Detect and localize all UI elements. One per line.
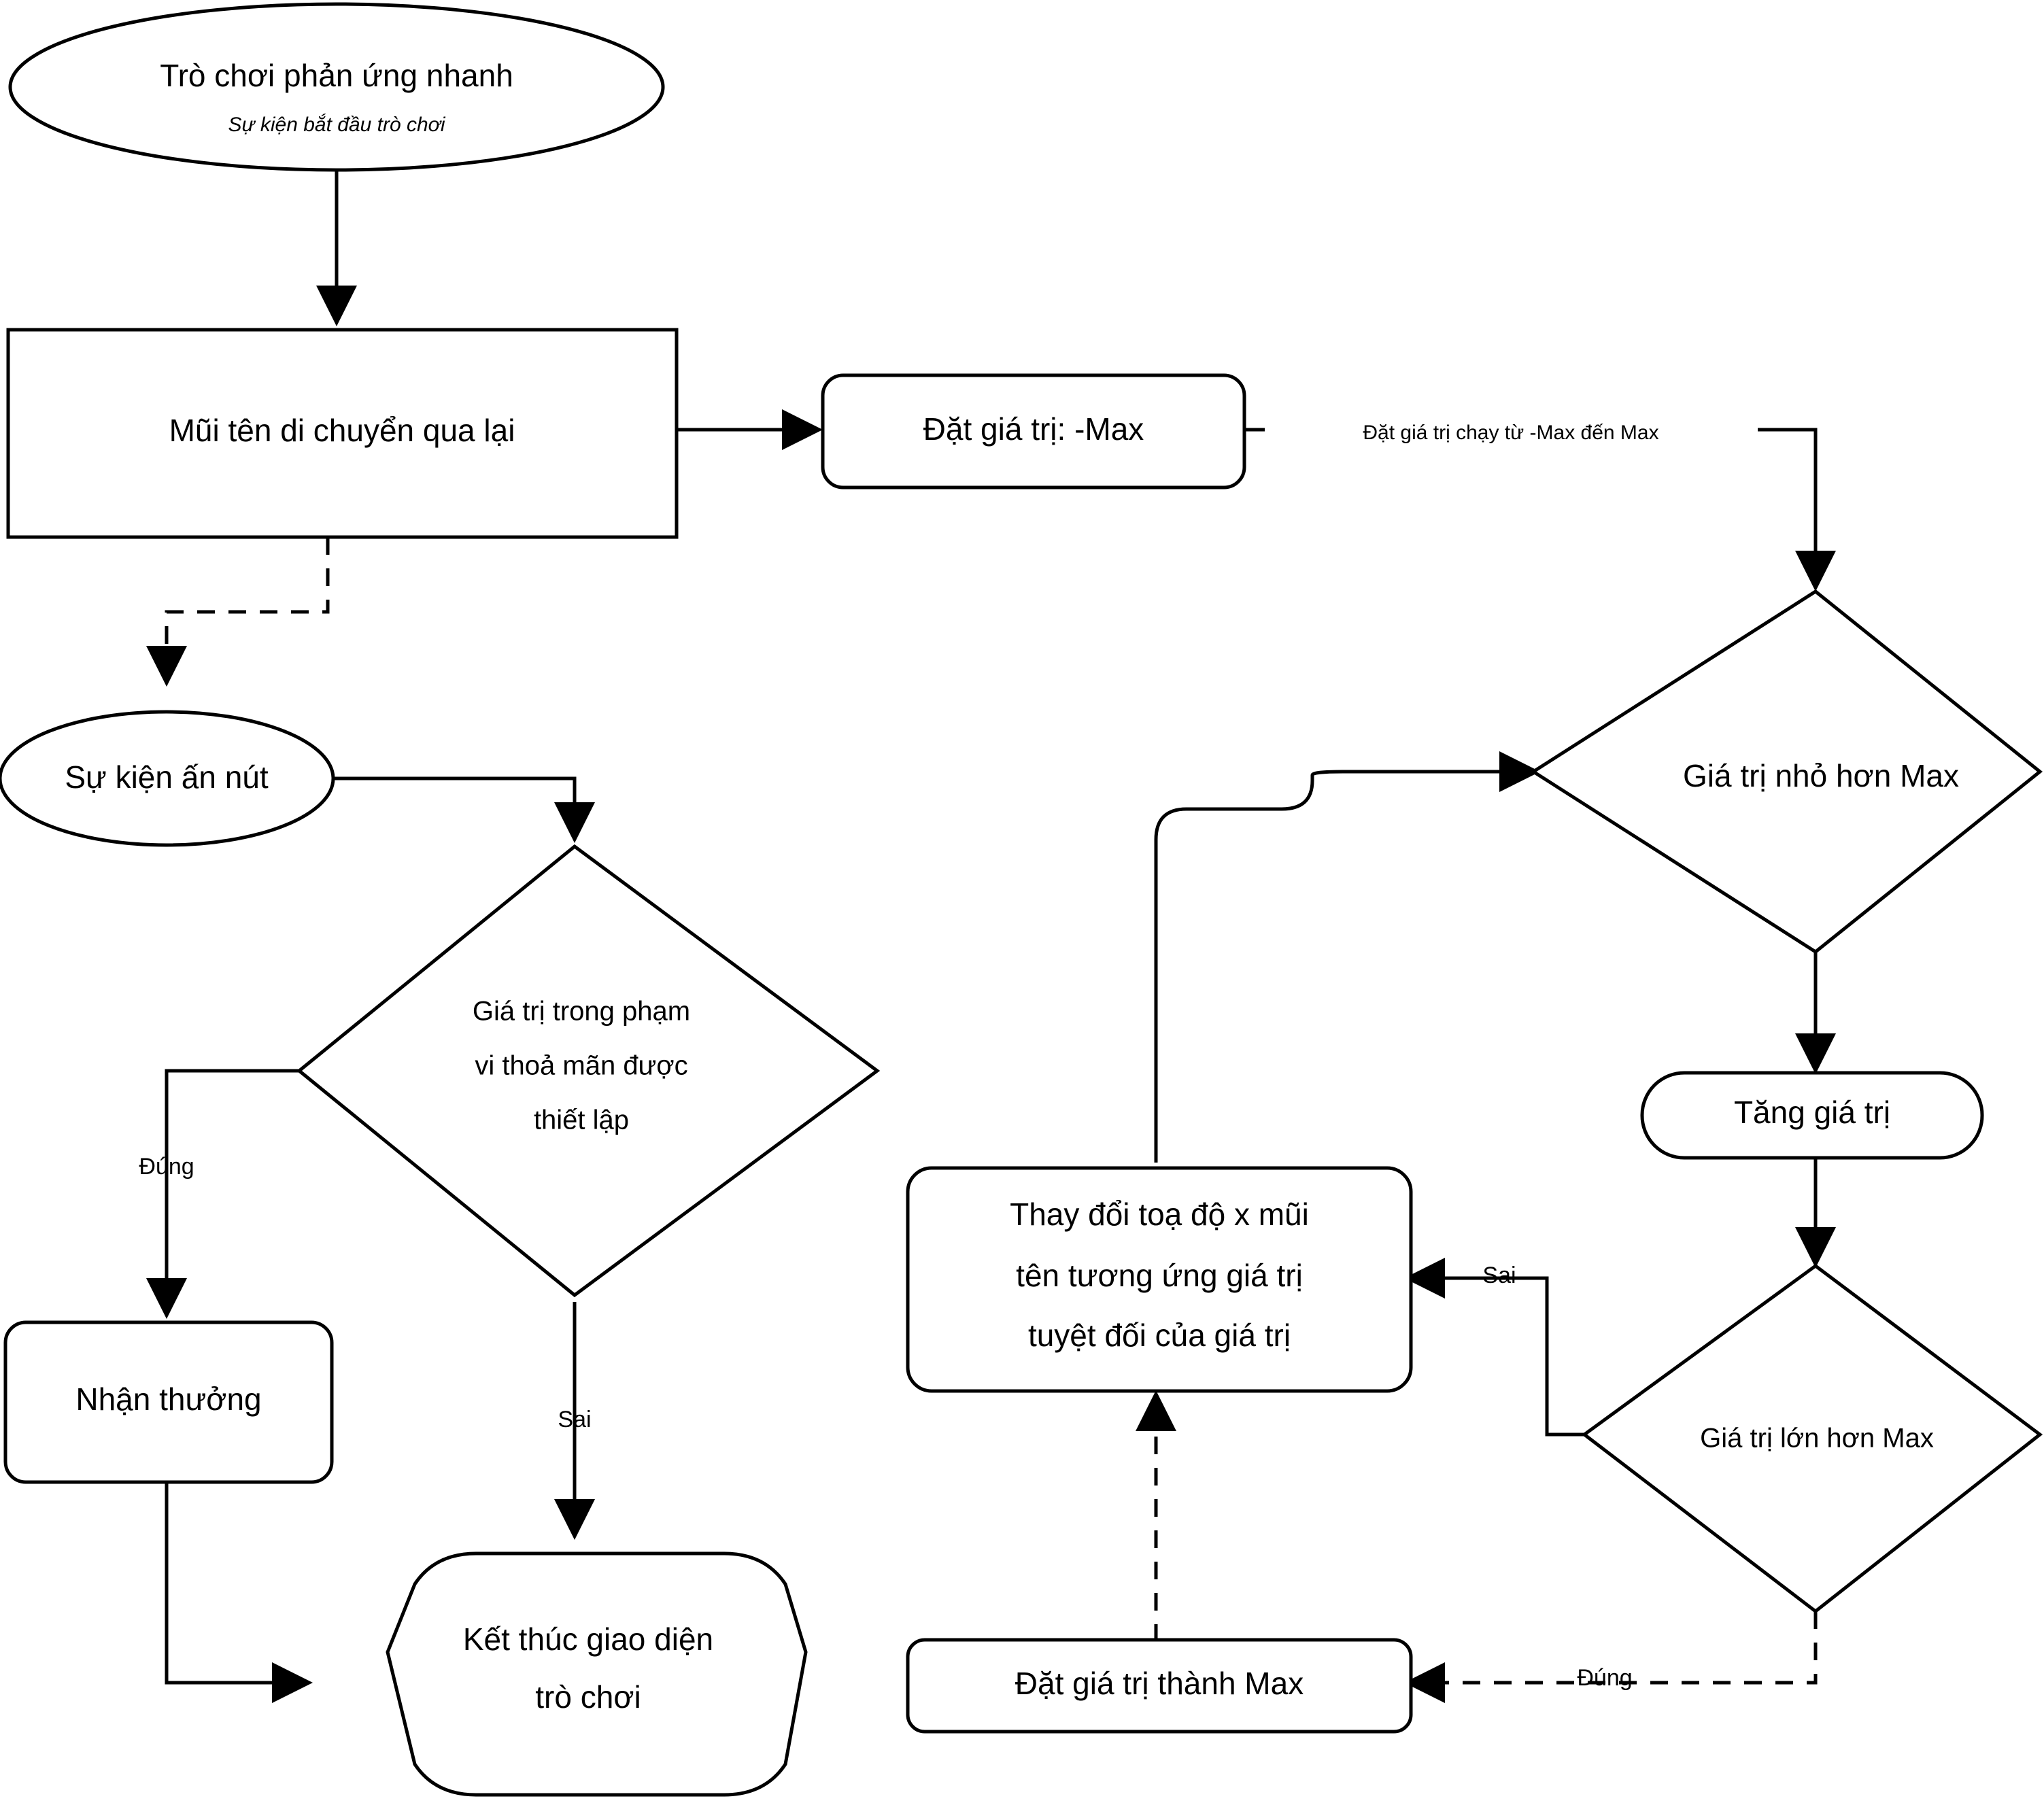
- node-increase-value[interactable]: [1642, 1073, 1982, 1158]
- node-button-event[interactable]: [0, 712, 333, 845]
- edge-receive-reward-to-end: [167, 1482, 306, 1683]
- node-button-event-label: Sự kiện ấn nút: [65, 759, 269, 795]
- node-change-x-coord[interactable]: [908, 1168, 1411, 1391]
- node-receive-reward-label: Nhận thưởng: [75, 1381, 262, 1418]
- node-arrow-move[interactable]: [8, 330, 677, 537]
- edge-label-true-right: Đúng: [1577, 1664, 1633, 1691]
- node-set-value-min[interactable]: [823, 375, 1244, 487]
- node-change-x-coord-line3: tuyệt đối của giá trị: [1027, 1318, 1291, 1354]
- edge-change-x-to-value-less: [1156, 772, 1533, 1163]
- edge-label-false-left: Sai: [558, 1406, 592, 1432]
- node-increase-value-label: Tăng giá trị: [1733, 1095, 1891, 1131]
- edge-value-in-range-true: [167, 1071, 299, 1312]
- node-set-value-max-label: Đặt giá trị thành Max: [1015, 1666, 1304, 1702]
- node-value-in-range-line3: thiết lập: [533, 1105, 630, 1135]
- edge-value-greater-false: [1411, 1278, 1584, 1435]
- node-receive-reward[interactable]: [5, 1322, 332, 1482]
- edge-label-false-right: Sai: [1482, 1262, 1516, 1288]
- node-start[interactable]: [10, 4, 663, 170]
- node-value-in-range-line1: Giá trị trong phạm: [472, 996, 691, 1027]
- node-value-greater-than-max[interactable]: [1584, 1266, 2040, 1611]
- node-change-x-coord-line2: tên tương ứng giá trị: [1016, 1258, 1303, 1294]
- node-set-value-max[interactable]: [908, 1640, 1411, 1732]
- node-value-in-range-line2: vi thoả mãn được: [475, 1050, 688, 1081]
- node-value-greater-than-max-label: Giá trị lớn hơn Max: [1700, 1423, 1934, 1454]
- node-set-value-min-label: Đặt giá trị: -Max: [923, 411, 1144, 447]
- edge-set-value-min-to-value-less-than-max: [1758, 430, 1816, 585]
- edge-button-event-to-value-in-range: [333, 778, 575, 836]
- node-value-less-than-max-label: Giá trị nhỏ hơn Max: [1682, 758, 1960, 794]
- edge-label-value-range-note: Đặt giá trị chạy từ -Max đến Max: [1363, 421, 1659, 444]
- node-change-x-coord-line1: Thay đổi toạ độ x mũi: [1010, 1197, 1309, 1233]
- edge-label-true-left: Đúng: [139, 1153, 194, 1180]
- node-start-sublabel: Sự kiện bắt đầu trò chơi: [228, 113, 445, 136]
- edge-arrow-move-to-button-event: [167, 537, 328, 680]
- node-value-less-than-max[interactable]: [1533, 591, 2040, 952]
- node-end-game-ui-line2: trò chơi: [535, 1679, 641, 1715]
- node-arrow-move-label: Mũi tên di chuyển qua lại: [169, 413, 515, 449]
- node-value-in-range[interactable]: [299, 846, 877, 1295]
- node-start-label: Trò chơi phản ứng nhanh: [160, 58, 513, 94]
- node-end-game-ui-line1: Kết thúc giao diện: [462, 1621, 714, 1658]
- node-end-game-ui[interactable]: [388, 1553, 806, 1795]
